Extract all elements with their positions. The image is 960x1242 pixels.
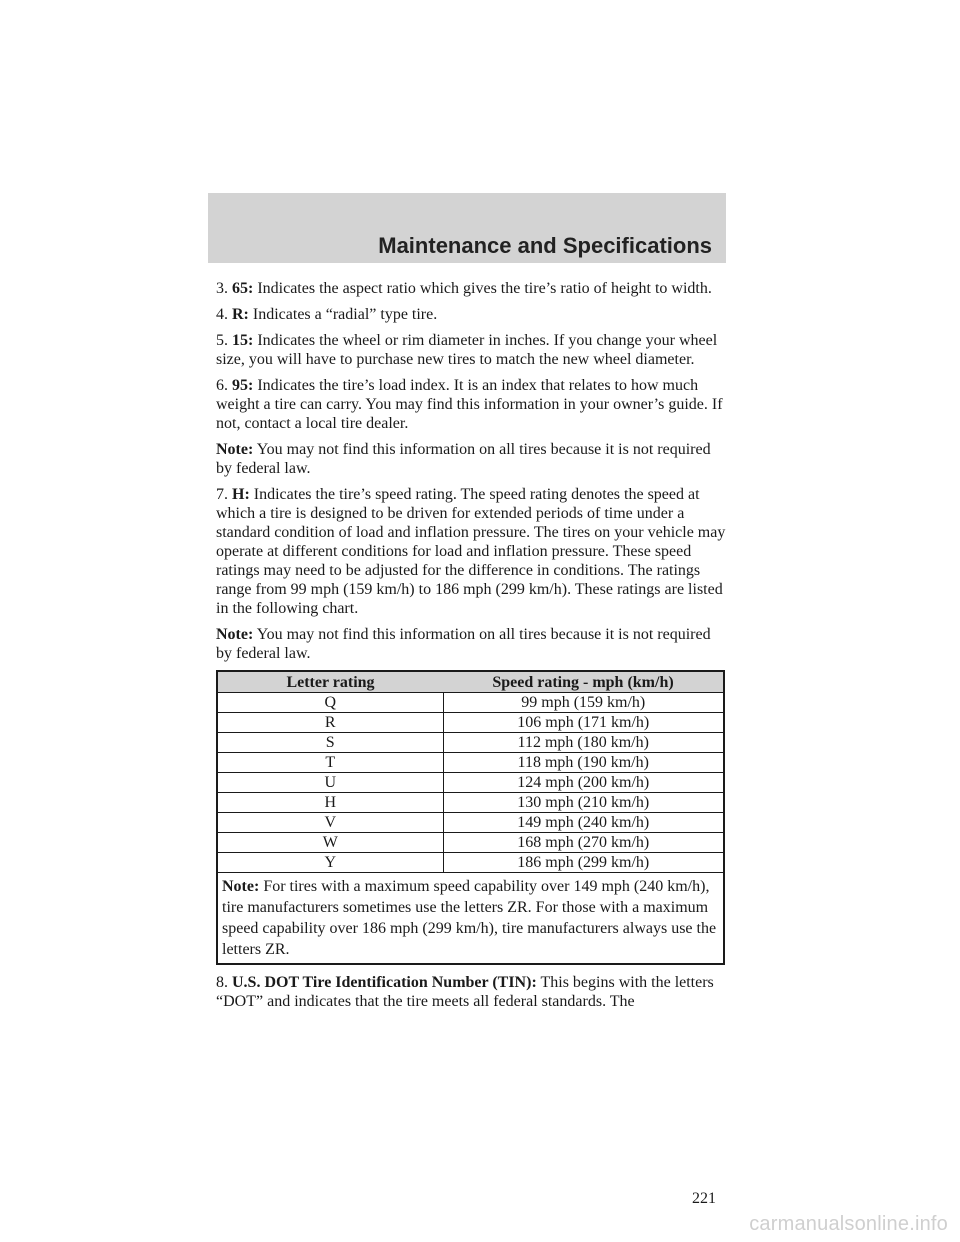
- note-text: You may not find this information on all tires because it is not required by federal law.: [216, 441, 711, 477]
- note-label: Note:: [222, 878, 260, 895]
- item-number: 6.: [216, 377, 228, 394]
- table-row: [217, 753, 724, 773]
- watermark: carmanualsonline.info: [749, 1213, 948, 1235]
- item-number: 7.: [216, 486, 228, 503]
- item-number: 5.: [216, 332, 228, 349]
- item-term: U.S. DOT Tire Identification Number (TIN):: [232, 974, 537, 991]
- speed-cell: 130 mph (210 km/h): [443, 793, 724, 813]
- table-note: [217, 873, 724, 965]
- item-number: 4.: [216, 306, 228, 323]
- table-row: [217, 773, 724, 793]
- letter-cell: S: [217, 733, 443, 753]
- letter-cell: R: [217, 713, 443, 733]
- speed-cell: 118 mph (190 km/h): [443, 753, 724, 773]
- table-row: [217, 833, 724, 853]
- item-term: 15:: [232, 332, 254, 349]
- item-text: Indicates a “radial” type tire.: [248, 306, 438, 323]
- item-text: This begins with the letters “DOT” and indicates that the tire meets all federal standards. The: [216, 974, 714, 1010]
- letter-cell: H: [217, 793, 443, 813]
- column-header-speed: Speed rating - mph (km/h): [443, 671, 724, 693]
- note-text: You may not find this information on all tires because it is not required by federal law.: [216, 626, 711, 662]
- table-row: [217, 793, 724, 813]
- section-title: Maintenance and Specifications: [378, 233, 712, 258]
- item-5: [216, 331, 726, 369]
- letter-cell: V: [217, 813, 443, 833]
- letter-cell: Y: [217, 853, 443, 873]
- letter-cell: U: [217, 773, 443, 793]
- letter-cell: W: [217, 833, 443, 853]
- item-text: Indicates the tire’s load index. It is an index that relates to how much weight a tire can carry. You may find this information in your owner’s guide. If not, contact a local tire dealer.: [216, 377, 723, 432]
- item-text: Indicates the tire’s speed rating. The speed rating denotes the speed at which a tire is designed to be driven for extended periods of time under a standard condition of load and inflation pressure. The tires on your vehicle may operate at different conditions for load and inflation pressure. These speed ratings may need to be adjusted for the difference in conditions. The ratings range from 99 mph (159 km/h) to 186 mph (299 km/h). These ratings are listed in the following chart.: [216, 486, 726, 617]
- letter-cell: T: [217, 753, 443, 773]
- table-row: [217, 813, 724, 833]
- item-term: 95:: [232, 377, 254, 394]
- speed-cell: 186 mph (299 km/h): [443, 853, 724, 873]
- item-term: H:: [232, 486, 250, 503]
- note-label: Note:: [216, 441, 254, 458]
- speed-cell: 149 mph (240 km/h): [443, 813, 724, 833]
- letter-cell: Q: [217, 693, 443, 713]
- table-row: [217, 853, 724, 873]
- note-1: [216, 440, 726, 478]
- page-content: [216, 279, 726, 1018]
- table-row: [217, 693, 724, 713]
- note-text: For tires with a maximum speed capability over 149 mph (240 km/h), tire manufacturers sometimes use the letters ZR. For those with a maximum speed capability over 186 mph (299 km/h), tire manufacturers always use the letters ZR.: [222, 878, 717, 958]
- item-4: [216, 305, 726, 324]
- item-3: [216, 279, 726, 298]
- speed-cell: 106 mph (171 km/h): [443, 713, 724, 733]
- item-text: Indicates the aspect ratio which gives the tire’s ratio of height to width.: [253, 280, 712, 297]
- column-header-letter: Letter rating: [217, 671, 443, 693]
- speed-cell: 112 mph (180 km/h): [443, 733, 724, 753]
- speed-cell: 124 mph (200 km/h): [443, 773, 724, 793]
- table-header-row: [217, 671, 724, 693]
- speed-cell: 168 mph (270 km/h): [443, 833, 724, 853]
- page-number: 221: [692, 1190, 716, 1207]
- section-header-band: [208, 193, 726, 263]
- note-label: Note:: [216, 626, 254, 643]
- item-term: 65:: [232, 280, 254, 297]
- note-2: [216, 625, 726, 663]
- item-7: [216, 485, 726, 618]
- item-text: Indicates the wheel or rim diameter in inches. If you change your wheel size, you will have to purchase new tires to match the new wheel diameter.: [216, 332, 718, 368]
- table-row: [217, 733, 724, 753]
- table-note-row: [217, 873, 724, 965]
- item-8: [216, 973, 726, 1011]
- speed-cell: 99 mph (159 km/h): [443, 693, 724, 713]
- item-number: 8.: [216, 974, 228, 991]
- item-number: 3.: [216, 280, 228, 297]
- item-term: R:: [232, 306, 249, 323]
- item-6: [216, 376, 726, 433]
- table-row: [217, 713, 724, 733]
- speed-rating-table: [216, 670, 725, 965]
